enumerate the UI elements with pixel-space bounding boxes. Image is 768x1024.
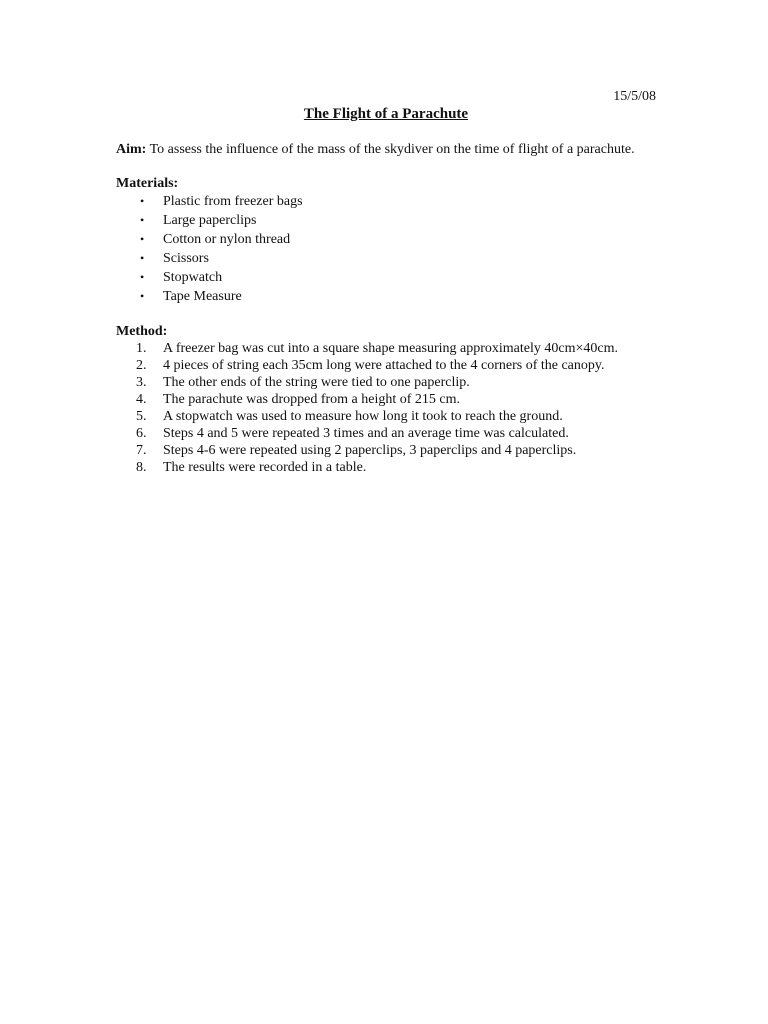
list-item: [116, 340, 656, 357]
step-text: Steps 4 and 5 were repeated 3 times and an average time was calculated.: [163, 426, 569, 441]
material-item: Scissors: [163, 251, 209, 266]
aim-text: To assess the influence of the mass of the skydiver on the time of flight of a parachute.: [149, 142, 635, 157]
step-text: The other ends of the string were tied to one paperclip.: [163, 375, 470, 390]
material-item: Stopwatch: [163, 270, 223, 285]
step-text: The results were recorded in a table.: [163, 460, 367, 475]
step-number: 4.: [136, 392, 147, 407]
bullet-icon: •: [140, 232, 145, 246]
list-item: [116, 268, 656, 287]
step-text: Steps 4-6 were repeated using 2 paperclips, 3 paperclips and 4 paperclips.: [163, 443, 577, 458]
list-item: [116, 391, 656, 408]
list-item: [116, 230, 656, 249]
bullet-icon: •: [140, 289, 145, 303]
list-item: [116, 442, 656, 459]
list-item: [116, 408, 656, 425]
step-number: 8.: [136, 460, 147, 475]
step-text: A freezer bag was cut into a square shape measuring approximately 40cm×40cm.: [163, 341, 618, 356]
list-item: [116, 249, 656, 268]
material-item: Large paperclips: [163, 213, 257, 228]
bullet-icon: •: [140, 213, 145, 227]
method-heading: Method:: [116, 324, 168, 339]
material-item: Plastic from freezer bags: [163, 194, 303, 209]
materials-heading: Materials:: [116, 176, 179, 191]
bullet-icon: •: [140, 270, 145, 284]
materials-list: [116, 192, 656, 306]
material-item: Tape Measure: [163, 289, 242, 304]
step-number: 7.: [136, 443, 147, 458]
step-text: 4 pieces of string each 35cm long were attached to the 4 corners of the canopy.: [163, 358, 605, 373]
step-text: A stopwatch was used to measure how long it took to reach the ground.: [163, 409, 563, 424]
document-page: [116, 88, 656, 476]
step-number: 1.: [136, 341, 147, 356]
aim-paragraph: [116, 141, 656, 158]
document-date: 15/5/08: [613, 89, 656, 104]
step-text: The parachute was dropped from a height of 215 cm.: [163, 392, 461, 407]
list-item: [116, 192, 656, 211]
step-number: 2.: [136, 358, 147, 373]
list-item: [116, 357, 656, 374]
list-item: [116, 374, 656, 391]
material-item: Cotton or nylon thread: [163, 232, 291, 247]
step-number: 3.: [136, 375, 147, 390]
list-item: [116, 287, 656, 306]
method-list: [116, 340, 656, 476]
list-item: [116, 425, 656, 442]
list-item: [116, 459, 656, 476]
list-item: [116, 211, 656, 230]
step-number: 6.: [136, 426, 147, 441]
aim-label: Aim:: [116, 142, 147, 157]
bullet-icon: •: [140, 251, 145, 265]
step-number: 5.: [136, 409, 147, 424]
document-title: The Flight of a Parachute: [303, 106, 469, 122]
bullet-icon: •: [140, 194, 145, 208]
